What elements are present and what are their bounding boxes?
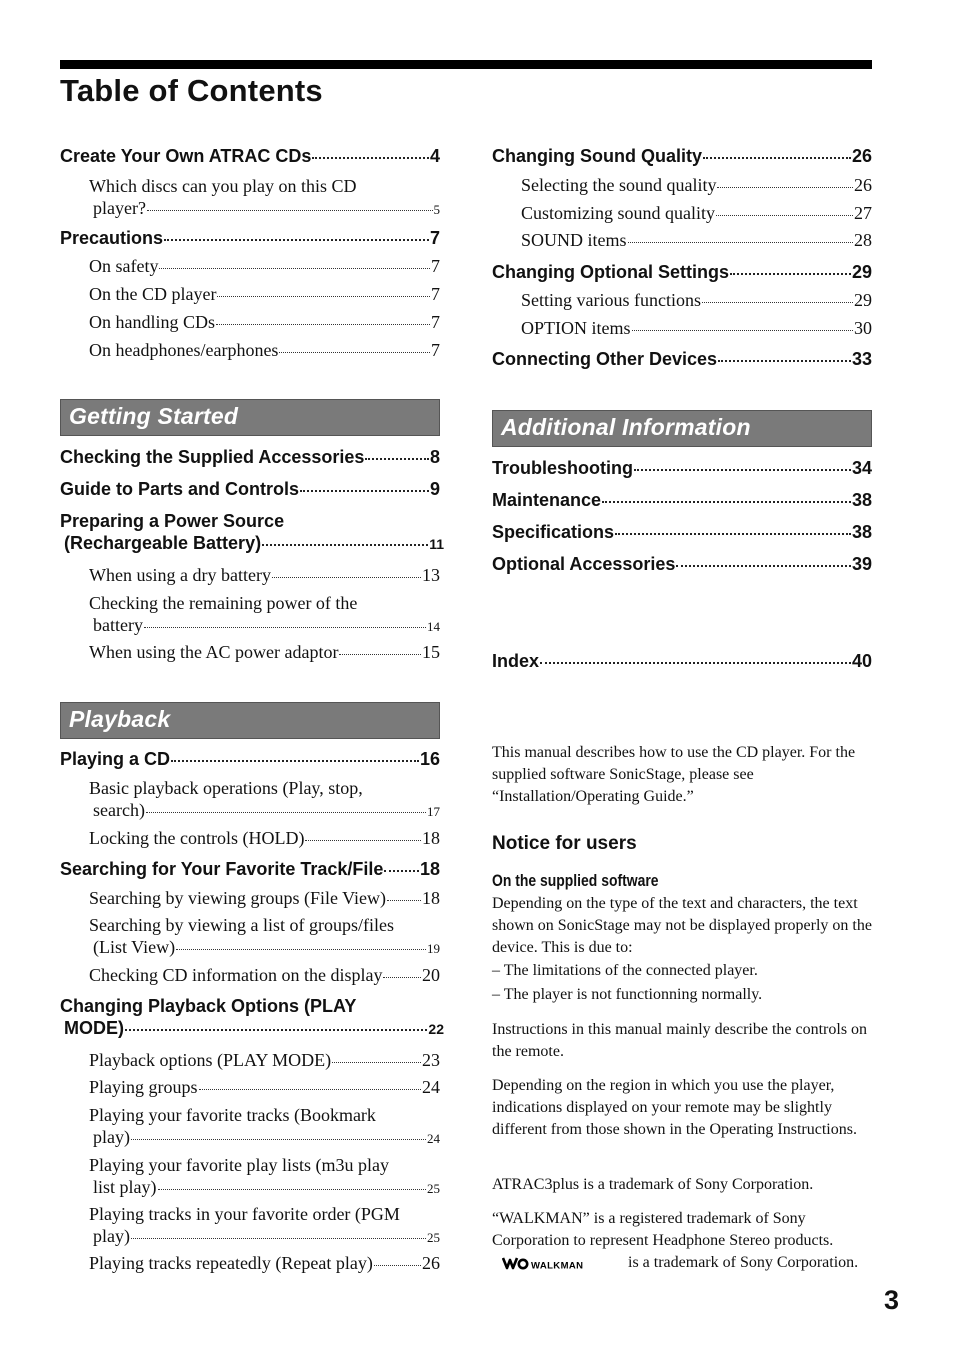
toc-entry-title: player? <box>93 198 146 218</box>
toc-entry-page: 9 <box>429 479 440 499</box>
dot-leader <box>262 544 428 546</box>
toc-entry[interactable] <box>492 522 872 543</box>
walkman-trademark-paragraph <box>492 1208 872 1274</box>
dot-leader <box>216 324 430 325</box>
toc-entry[interactable] <box>60 146 440 167</box>
toc-entry-page: 14 <box>427 619 440 634</box>
toc-entry-first-line: Which discs can you play on this CD <box>89 176 357 196</box>
dot-leader <box>703 157 851 159</box>
dot-leader <box>131 1238 426 1239</box>
toc-entry-title: Changing Optional Settings <box>492 262 729 282</box>
dot-leader <box>730 273 851 275</box>
toc-entry-title: On safety <box>89 256 159 276</box>
toc-subentry[interactable] <box>60 1226 440 1247</box>
toc-entry-first-line: Searching by viewing a list of groups/files <box>89 915 394 935</box>
toc-entry-title: Playing a CD <box>60 749 171 769</box>
toc-subentry[interactable] <box>60 615 440 636</box>
toc-entry-title: SOUND items <box>521 230 627 250</box>
toc-entry-first-line: Preparing a Power Source <box>60 511 285 531</box>
walkman-logo <box>502 1255 620 1271</box>
section-header-additional-information <box>492 410 872 447</box>
toc-entry-title: list play) <box>93 1177 157 1197</box>
dot-leader <box>702 302 853 303</box>
toc-subentry[interactable] <box>492 290 872 311</box>
toc-right-column <box>492 0 872 1357</box>
toc-entry-title: Setting various functions <box>521 290 701 310</box>
dot-leader <box>540 662 851 664</box>
toc-entry-page: 18 <box>422 828 440 848</box>
section-title: Playback <box>69 706 171 732</box>
software-paragraph: Depending on the type of the text and characters, the text shown on SonicStage may not be displayed properly on the device. This is due to: <box>492 895 872 956</box>
toc-entry-page: 26 <box>854 175 872 195</box>
toc-entry-title: Index <box>492 651 540 671</box>
atrac-trademark-paragraph: ATRAC3plus is a trademark of Sony Corporation. <box>492 1176 814 1193</box>
dot-leader <box>332 1062 421 1063</box>
dot-leader <box>144 627 426 628</box>
toc-entry-page: 7 <box>429 228 440 248</box>
toc-entry-title: On the CD player <box>89 284 217 304</box>
dot-leader <box>158 1189 427 1190</box>
dot-leader <box>164 239 429 241</box>
toc-entry-page: 40 <box>851 651 872 671</box>
toc-entry-title: Customizing sound quality <box>521 203 716 223</box>
toc-entry[interactable] <box>492 458 872 479</box>
remote-paragraph: Instructions in this manual mainly describe the controls on the remote. <box>492 1021 868 1060</box>
bullet-item: – The player is not functionning normally. <box>492 986 763 1003</box>
dot-leader <box>125 1029 427 1031</box>
toc-subentry[interactable] <box>60 1077 440 1098</box>
dot-leader <box>718 360 851 362</box>
section-header-playback <box>60 702 440 739</box>
toc-entry-page: 18 <box>422 888 440 908</box>
page-title: Table of Contents <box>60 73 323 108</box>
toc-subentry[interactable] <box>492 230 872 251</box>
dot-leader <box>716 215 853 216</box>
dot-leader <box>279 352 430 353</box>
toc-subentry[interactable] <box>60 828 440 849</box>
toc-subentry[interactable] <box>492 175 872 196</box>
toc-entry-page: 7 <box>431 340 440 360</box>
dot-leader <box>676 565 851 567</box>
toc-entry-page: 7 <box>431 284 440 304</box>
toc-entry-title: Searching by viewing groups (File View) <box>89 888 387 908</box>
dot-leader <box>628 242 853 243</box>
section-header-getting-started <box>60 399 440 436</box>
toc-entry-page: 23 <box>422 1050 440 1070</box>
manual-note: This manual describes how to use the CD player. For the supplied software SonicStage, please see “Installation/Operating Guide.” <box>492 744 856 805</box>
toc-entry-title: (List View) <box>93 937 176 957</box>
dot-leader <box>312 157 429 159</box>
software-heading: On the supplied software <box>492 871 659 890</box>
toc-subentry[interactable] <box>60 256 440 277</box>
dot-leader <box>159 268 430 269</box>
notice-heading: Notice for users <box>492 833 637 854</box>
toc-entry-page: 18 <box>419 859 440 879</box>
toc-entry-title: When using the AC power adaptor <box>89 642 339 662</box>
dot-leader <box>272 577 421 578</box>
toc-entry-page: 39 <box>851 554 872 574</box>
toc-entry-title: Locking the controls (HOLD) <box>89 828 305 848</box>
toc-subentry[interactable] <box>60 198 440 219</box>
dot-leader <box>383 977 421 978</box>
toc-entry-page: 17 <box>427 804 440 819</box>
toc-entry-page: 25 <box>427 1181 440 1196</box>
toc-entry-page: 4 <box>429 146 440 166</box>
toc-entry-page: 7 <box>431 256 440 276</box>
toc-entry-page: 20 <box>422 965 440 985</box>
toc-entry-title: Playback options (PLAY MODE) <box>89 1050 332 1070</box>
toc-entry[interactable] <box>492 146 872 167</box>
dot-leader <box>387 900 421 901</box>
toc-subentry[interactable] <box>492 203 872 224</box>
dot-leader <box>602 501 851 503</box>
dot-leader <box>374 1265 421 1266</box>
toc-subentry[interactable] <box>60 312 440 333</box>
toc-entry-page: 38 <box>851 490 872 510</box>
walkman-logo-text: WALKMAN <box>531 1260 584 1272</box>
toc-entry-page: 27 <box>854 203 872 223</box>
toc-entry-page: 8 <box>429 447 440 467</box>
dot-leader <box>217 296 430 297</box>
dot-leader <box>632 330 854 331</box>
toc-entry-title: Checking CD information on the display <box>89 965 383 985</box>
toc-entry-page: 34 <box>851 458 872 478</box>
toc-subentry[interactable] <box>60 888 440 909</box>
toc-subentry[interactable] <box>60 800 440 821</box>
toc-entry[interactable] <box>60 228 440 249</box>
toc-entry[interactable] <box>492 349 872 370</box>
toc-entry-title: Changing Sound Quality <box>492 146 702 166</box>
dot-leader <box>305 840 421 841</box>
toc-entry-title: On handling CDs <box>89 312 215 332</box>
toc-entry-page: 19 <box>427 941 440 956</box>
toc-entry-title: battery <box>93 615 143 635</box>
toc-subentry[interactable] <box>60 965 440 986</box>
toc-subentry[interactable] <box>60 1127 440 1148</box>
dot-leader <box>384 870 419 872</box>
toc-entry-page: 38 <box>851 522 872 542</box>
toc-entry-page: 13 <box>422 565 440 585</box>
toc-entry-title: (Rechargeable Battery) <box>64 533 262 553</box>
toc-entry-title: Playing groups <box>89 1077 198 1097</box>
toc-entry-index[interactable] <box>492 651 872 672</box>
dot-leader <box>300 490 429 492</box>
toc-subentry[interactable] <box>492 318 872 339</box>
region-paragraph: Depending on the region in which you use the player, indications displayed on your remote may be slightly different from those shown in the Operating Instructions. <box>492 1077 857 1138</box>
walkman-text-2: is a trademark of Sony Corporation. <box>628 1254 859 1271</box>
toc-entry-page: 30 <box>854 318 872 338</box>
toc-entry-title: OPTION items <box>521 318 631 338</box>
toc-entry-title: play) <box>93 1226 130 1246</box>
toc-entry[interactable] <box>60 859 440 880</box>
dot-leader <box>615 533 851 535</box>
toc-entry[interactable] <box>60 533 444 554</box>
toc-entry-page: 25 <box>427 1230 440 1245</box>
toc-entry[interactable] <box>60 749 440 770</box>
toc-entry-title: Selecting the sound quality <box>521 175 717 195</box>
toc-entry-page: 7 <box>431 312 440 332</box>
toc-entry-first-line: Changing Playback Options (PLAY <box>60 996 357 1016</box>
toc-subentry[interactable] <box>60 340 440 361</box>
toc-entry-page: 29 <box>854 290 872 310</box>
toc-entry-title: On headphones/earphones <box>89 340 279 360</box>
toc-entry-title: Maintenance <box>492 490 602 510</box>
page-number: 3 <box>884 1285 900 1315</box>
toc-subentry[interactable] <box>60 1050 440 1071</box>
toc-entry-title: Searching for Your Favorite Track/File <box>60 859 384 879</box>
toc-entry-page: 5 <box>433 202 440 217</box>
dot-leader <box>339 654 421 655</box>
toc-entry-first-line: Checking the remaining power of the <box>89 593 358 613</box>
toc-entry-title: When using a dry battery <box>89 565 271 585</box>
toc-entry-page: 22 <box>428 1021 444 1037</box>
section-title: Getting Started <box>69 403 239 429</box>
toc-entry[interactable] <box>60 479 440 500</box>
dot-leader <box>147 210 433 211</box>
toc-entry-page: 26 <box>851 146 872 166</box>
toc-entry[interactable] <box>60 447 440 468</box>
toc-entry-title: Specifications <box>492 522 615 542</box>
dot-leader <box>146 812 426 813</box>
toc-entry-title: Troubleshooting <box>492 458 633 478</box>
toc-entry-page: 26 <box>422 1253 440 1273</box>
toc-entry[interactable] <box>60 1018 444 1039</box>
toc-subentry[interactable] <box>60 284 440 305</box>
toc-entry-page: 11 <box>429 536 444 552</box>
dot-leader <box>171 760 419 762</box>
toc-entry-first-line: Basic playback operations (Play, stop, <box>89 778 363 798</box>
toc-entry-page: 28 <box>854 230 872 250</box>
toc-entry-page: 16 <box>419 749 440 769</box>
toc-entry-title: Checking the Supplied Accessories <box>60 447 365 467</box>
toc-left-column <box>60 0 444 1357</box>
toc-subentry[interactable] <box>60 642 440 663</box>
toc-entry-title: Connecting Other Devices <box>492 349 718 369</box>
toc-entry-first-line: Playing tracks in your favorite order (PGM <box>89 1204 400 1224</box>
toc-entry-page: 29 <box>851 262 872 282</box>
toc-subentry[interactable] <box>60 1177 440 1198</box>
dot-leader <box>365 458 429 460</box>
toc-entry[interactable] <box>492 554 872 575</box>
toc-subentry[interactable] <box>60 1253 440 1274</box>
toc-entry-page: 24 <box>422 1077 440 1097</box>
toc-entry-first-line: Playing your favorite tracks (Bookmark <box>89 1105 376 1125</box>
toc-entry-page: 24 <box>427 1131 440 1146</box>
toc-entry-title: Create Your Own ATRAC CDs <box>60 146 312 166</box>
toc-entry-title: Optional Accessories <box>492 554 676 574</box>
toc-entry-first-line: Playing your favorite play lists (m3u play <box>89 1155 389 1175</box>
toc-entry[interactable] <box>492 490 872 511</box>
toc-entry-title: Precautions <box>60 228 164 248</box>
toc-entry[interactable] <box>492 262 872 283</box>
dot-leader <box>717 187 853 188</box>
dot-leader <box>131 1139 426 1140</box>
toc-subentry[interactable] <box>60 937 440 958</box>
toc-entry-title: search) <box>93 800 145 820</box>
section-title: Additional Information <box>501 414 751 440</box>
bullet-item: – The limitations of the connected player. <box>492 962 758 979</box>
toc-entry-title: Guide to Parts and Controls <box>60 479 300 499</box>
toc-entry-page: 33 <box>851 349 872 369</box>
dot-leader <box>634 469 851 471</box>
toc-entry-title: MODE) <box>64 1018 124 1038</box>
dot-leader <box>176 949 426 950</box>
toc-entry-title: play) <box>93 1127 130 1147</box>
toc-entry-title: Playing tracks repeatedly (Repeat play) <box>89 1253 373 1273</box>
walkman-text-1: “WALKMAN” is a registered trademark of Sony Corporation to represent Headphone Stereo products. <box>492 1210 834 1249</box>
dot-leader <box>199 1089 421 1090</box>
toc-subentry[interactable] <box>60 565 440 586</box>
toc-entry-page: 15 <box>422 642 440 662</box>
